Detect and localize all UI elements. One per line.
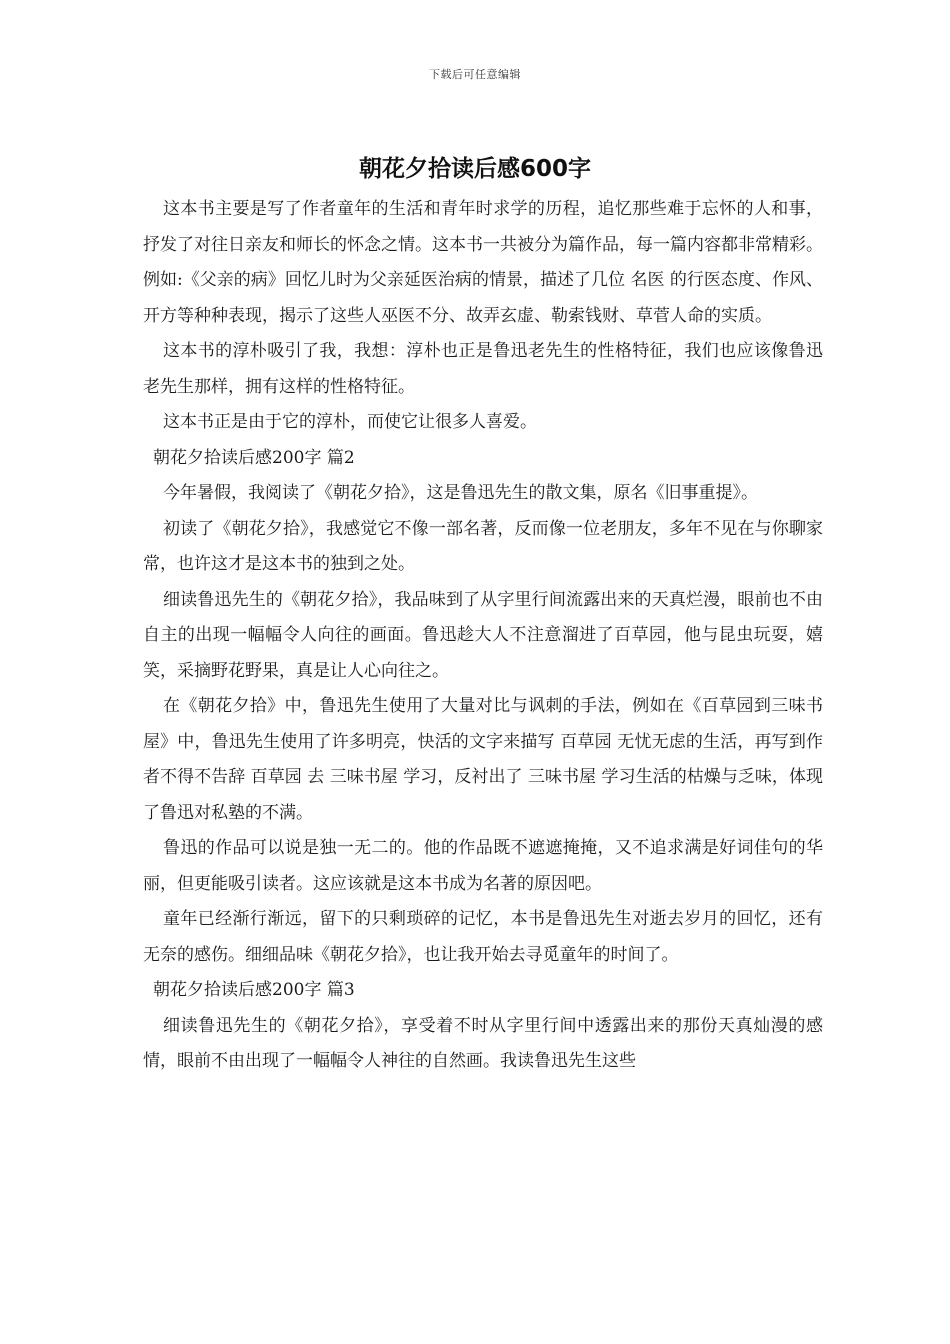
- paragraph: 细读鲁迅先生的《朝花夕拾》，我品味到了从字里行间流露出来的天真烂漫，眼前也不由自主的出现一幅幅令人向往的画面。鲁迅趁大人不注意溜进了百草园，他与昆虫玩耍，嬉笑，采摘野花野果，真是让人心向往之。: [143, 589, 823, 681]
- paragraph: 童年已经渐行渐远，留下的只剩琐碎的记忆，本书是鲁迅先生对逝去岁月的回忆，还有无奈的感伤。细细品味《朝花夕拾》，也让我开始去寻觅童年的时间了。: [143, 909, 823, 965]
- header-note: 下载后可任意编辑: [429, 68, 521, 81]
- section-heading: 朝花夕拾读后感200字 篇2: [153, 447, 355, 468]
- paragraph: 这本书正是由于它的淳朴，而使它让很多人喜爱。: [163, 412, 537, 432]
- paragraph: 在《朝花夕拾》中，鲁迅先生使用了大量对比与讽刺的手法，例如在《百草园到三味书屋》中，鲁迅先生使用了许多明亮，快活的文字来描写 百草园 无忧无虑的生活，再写到作者不得不告辞 百草园 去 三味书屋 学习，反衬出了 三味书屋 学习生活的枯燥与乏味，体现了鲁迅对私塾的不满。: [143, 696, 823, 823]
- paragraph: 今年暑假，我阅读了《朝花夕拾》，这是鲁迅先生的散文集，原名《旧事重提》。: [163, 483, 758, 503]
- paragraph: 这本书的淳朴吸引了我，我想：淳朴也正是鲁迅老先生的性格特征，我们也应该像鲁迅老先生那样，拥有这样的性格特征。: [143, 341, 823, 397]
- paragraph: 初读了《朝花夕拾》，我感觉它不像一部名著，反而像一位老朋友，多年不见在与你聊家常，也许这才是这本书的独到之处。: [143, 518, 823, 574]
- page-title: 朝花夕拾读后感600字: [358, 156, 591, 182]
- paragraph: 细读鲁迅先生的《朝花夕拾》，享受着不时从字里行间中透露出来的那份天真灿漫的感情，眼前不由出现了一幅幅令人神往的自然画。我读鲁迅先生这些: [143, 1015, 823, 1071]
- paragraph: 鲁迅的作品可以说是独一无二的。他的作品既不遮遮掩掩，又不追求满是好词佳句的华丽，但更能吸引读者。这应该就是这本书成为名著的原因吧。: [143, 838, 823, 894]
- document-body: [143, 192, 823, 1080]
- paragraph: 这本书主要是写了作者童年的生活和青年时求学的历程，追忆那些难于忘怀的人和事，抒发了对往日亲友和师长的怀念之情。这本书一共被分为篇作品，每一篇内容都非常精彩。例如:《父亲的病》回忆儿时为父亲延医治病的情景，描述了几位 名医 的行医态度、作风、开方等种种表现，揭示了这些人巫医不分、故弄玄虚、勒索钱财、草菅人命的实质。: [143, 199, 823, 326]
- section-heading: 朝花夕拾读后感200字 篇3: [153, 980, 355, 1000]
